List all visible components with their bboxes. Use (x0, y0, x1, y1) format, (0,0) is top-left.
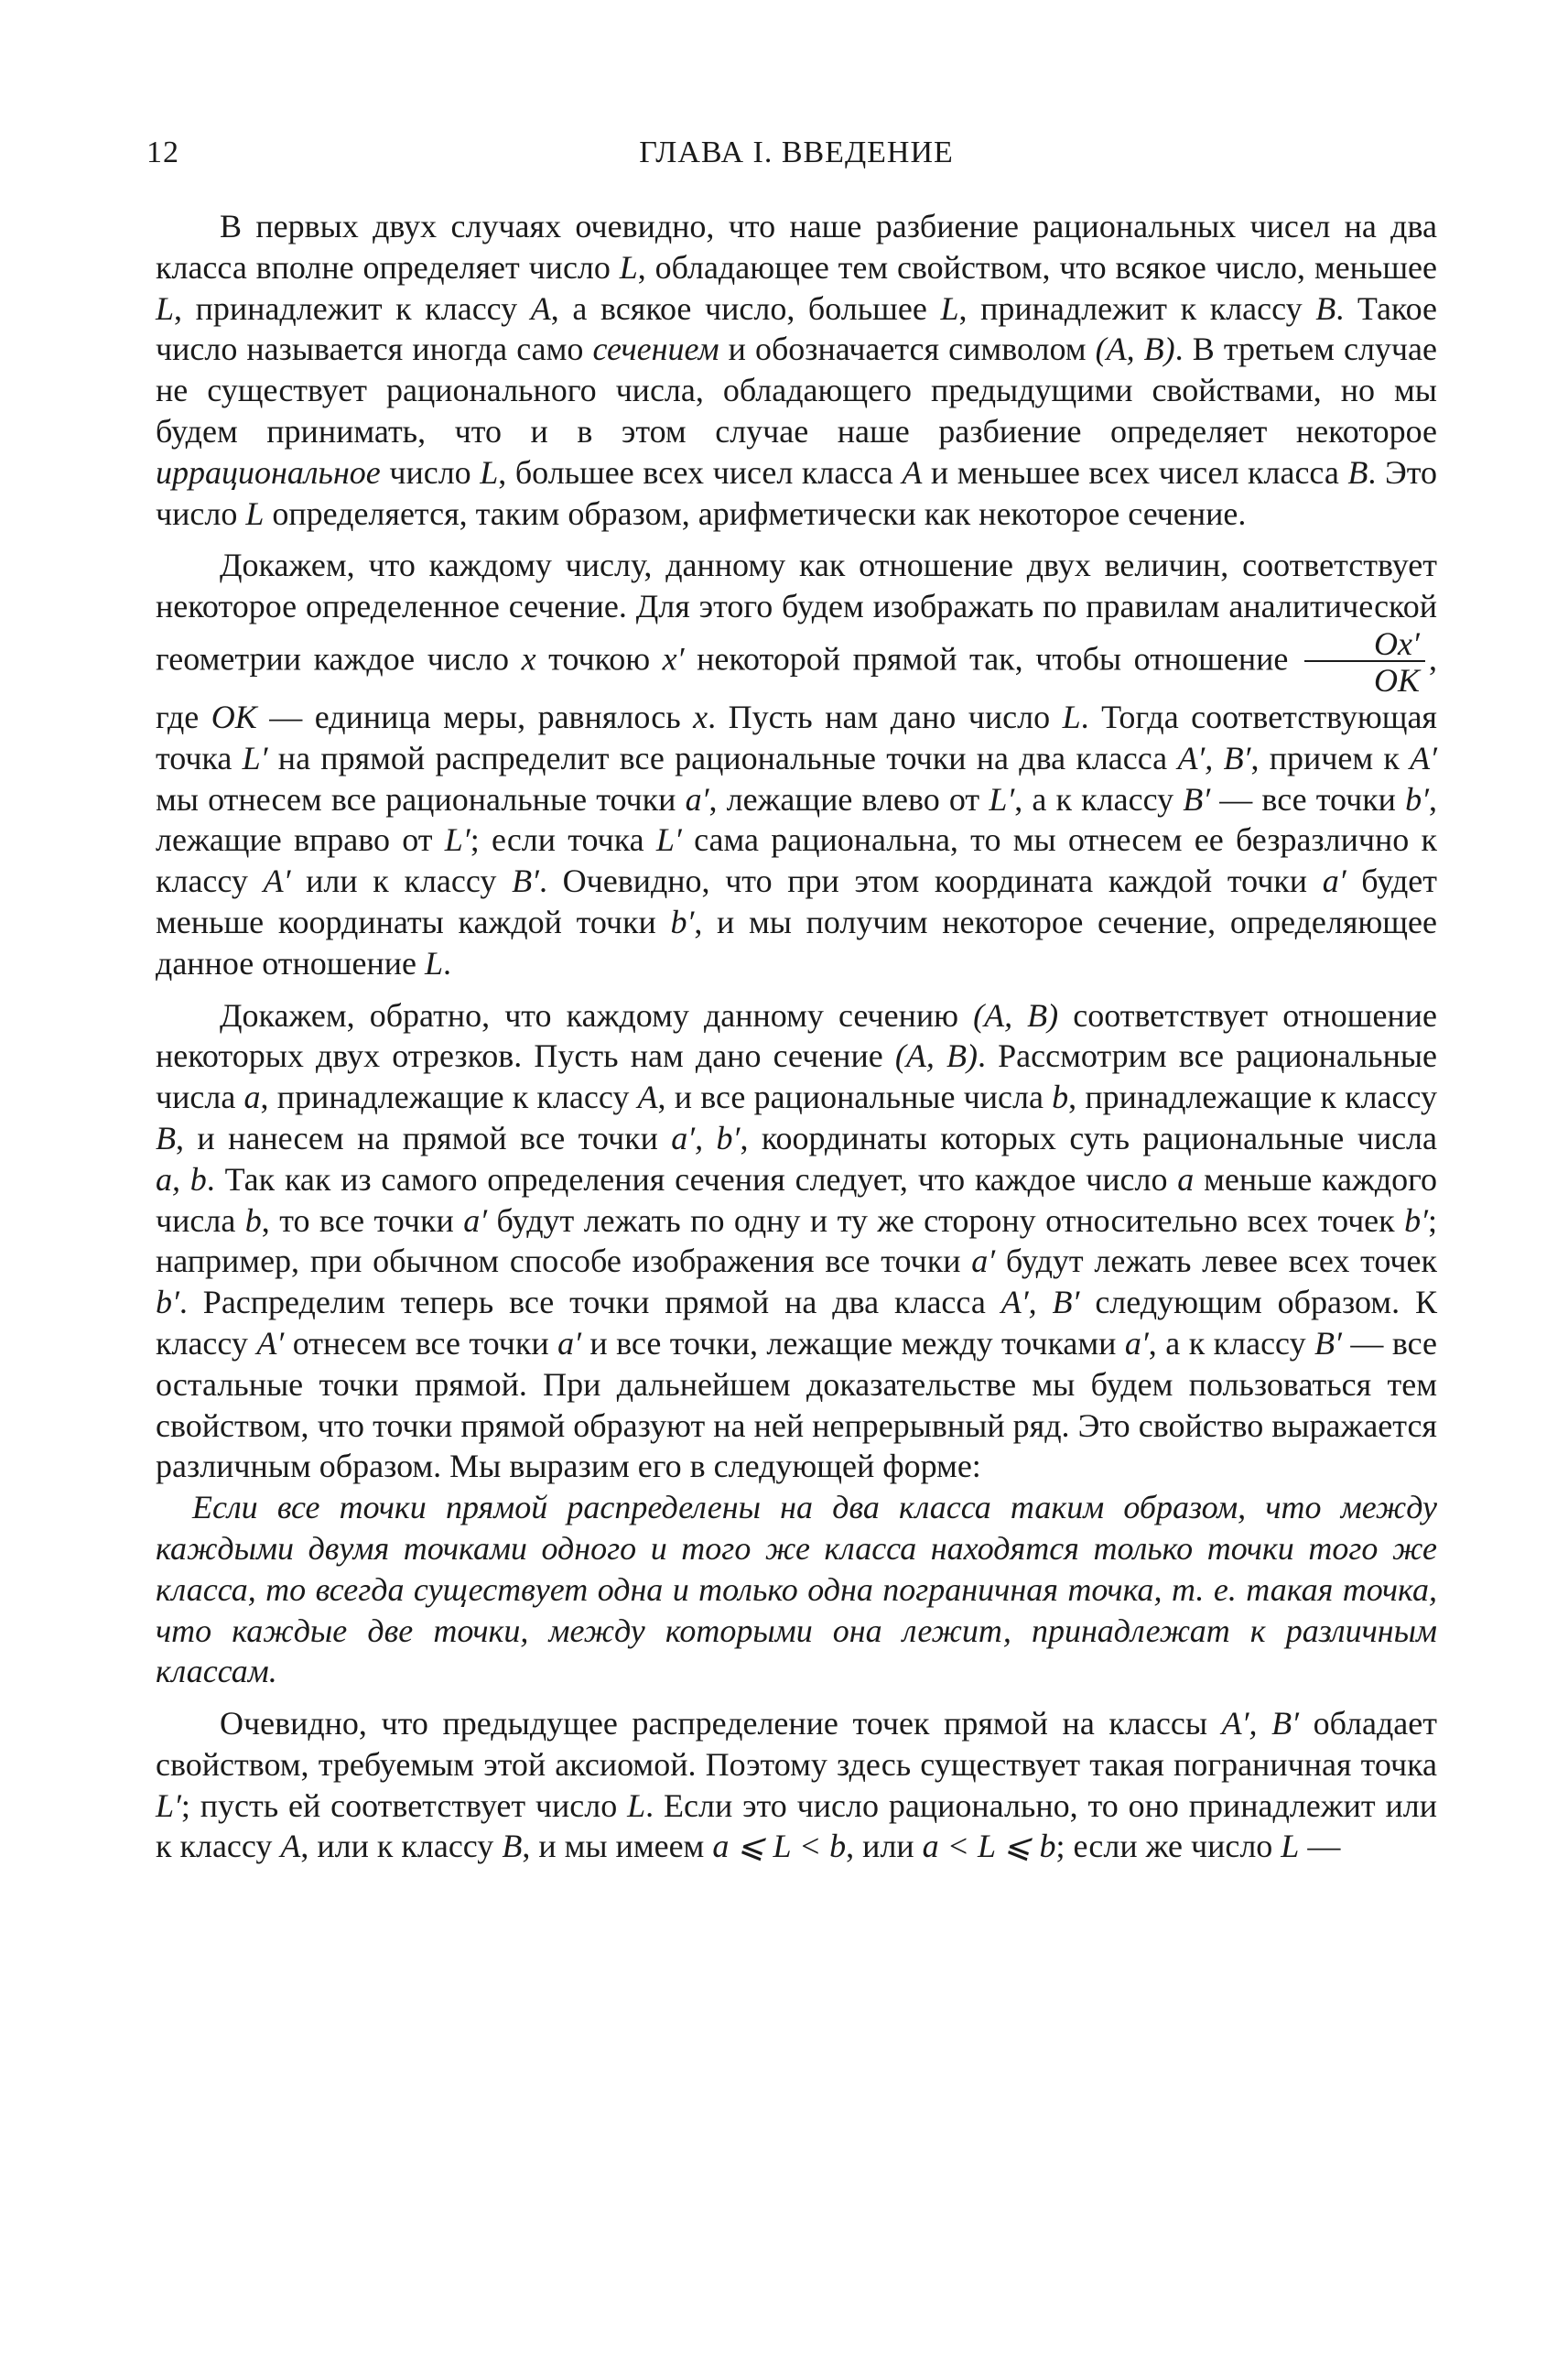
ratio-fraction (1304, 624, 1425, 699)
axiom-paragraph: Если все точки прямой распределены на два класса таким образом, что между каждыми двумя точками одного и того же класса находятся только точки того же класса, то всегда существует одна и только одна пограничная точка, т. е. такая точка, что каждые две точки, между которыми она лежит, принадлежат к различным классам. (156, 1489, 1437, 1690)
paragraph-1: В первых двух случаях очевидно, что наше разбиение рациональных чисел на два класса вполне определяет число L, обладающее тем свойством, что всякое число, меньшее L, принадлежит к классу A, а всякое число, большее L, принадлежит к классу B. Такое число называется иногда само сечением и обозначается символом (A, B). В третьем случае не существует рационального числа, обладающего предыдущими свойствами, но мы будем принимать, что и в этом случае наше разбиение определяет некоторое иррациональное число L, большее всех чисел класса A и меньшее всех чисел класса B. Это число L определяется, таким образом, арифметически как некоторое сечение. (156, 208, 1438, 532)
body-text (156, 206, 1437, 1867)
inequality-1: a ⩽ L < b (712, 1828, 847, 1865)
running-header (137, 136, 1455, 181)
chapter-title: ГЛАВА I. ВВЕДЕНИЕ (639, 136, 954, 169)
paragraph-2: Докажем, что каждому числу, данному как отношение двух величин, соответствует некоторое определенное сечение. Для этого будем изображать по правилам аналитической геометрии каждое число x точкою x′ некоторой прямой так, чтобы отношение $\frac{Ox'}{OK}$ , где OK — единица меры, равнялось x. Пусть нам дано число L. Тогда соответствующая точка L′ на прямой распределит все рациональные точки на два класса A′, B′, причем к A′ мы отнесем все рациональные точки a′, лежащие влево от L′, а к классу B′ — все точки b′, лежащие вправо от L′; если точка L′ сама рациональна, то мы отнесем ее безразлично к классу A′ или к классу B′. Очевидно, что при этом координата каждой точки a′ будет меньше координаты каждой точки b′, и мы получим некоторое сечение, определяющее данное отношение L. (156, 547, 1437, 982)
emphasis-section: сечением (592, 331, 719, 368)
fraction-denominator: OK (1373, 661, 1420, 699)
inequality-2: a < L ⩽ b (922, 1828, 1056, 1865)
emphasis-irrational: иррациональное (156, 453, 381, 491)
fraction-numerator: Ox′ (1304, 627, 1425, 662)
page-number: 12 (146, 136, 179, 169)
paragraph-5: Очевидно, что предыдущее распределение точек прямой на классы A′, B′ обладает свойством, требуемым этой аксиомой. Поэтому здесь существует такая пограничная точка L′; пусть ей соответствует число L. Если это число рационально, то оно принадлежит или к классу A, или к классу B, и мы имеем a ⩽ L < b, или a < L ⩽ b; если же число L — (156, 1705, 1438, 1865)
paragraph-3: Докажем, обратно, что каждому данному сечению (A, B) соответствует отношение некоторых двух отрезков. Пусть нам дано сечение (A, B). Рассмотрим все рациональные числа a, принадлежащие к классу A, и все рациональные числа b, принадлежащие к классу B, и нанесем на прямой все точки a′, b′, координаты которых суть рациональные числа a, b. Так как из самого определения сечения следует, что каждое число a меньше каждого числа b, то все точки a′ будут лежать по одну и ту же сторону относительно всех точек b′; например, при обычном способе изображения все точки a′ будут лежать левее всех точек b′. Распределим теперь все точки прямой на два класса A′, B′ следующим образом. К классу A′ отнесем все точки a′ и все точки, лежащие между точками a′, а к классу B′ — все остальные точки прямой. При дальнейшем доказательстве мы будем пользоваться тем свойством, что точки прямой образуют на ней непрерывный ряд. Это свойство выражается различным образом. Мы выразим его в следующей форме: (156, 996, 1438, 1485)
